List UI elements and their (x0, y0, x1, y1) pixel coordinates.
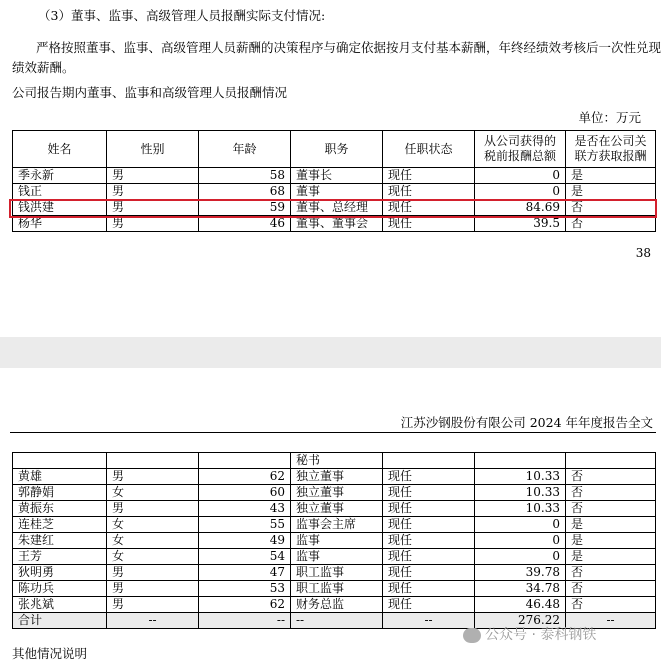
total-gender: -- (107, 613, 199, 629)
cell-age: 59 (199, 200, 291, 216)
header-name: 姓名 (13, 131, 107, 168)
table-row (13, 501, 656, 517)
cell-position: 董事、总经理 (291, 200, 383, 216)
cell-age: 54 (199, 549, 291, 565)
cell-name: 杨华 (13, 216, 107, 232)
cell-pay: 84.69 (475, 200, 566, 216)
cell-related: 否 (566, 597, 656, 613)
cell-age: 53 (199, 581, 291, 597)
cell-gender: 男 (107, 581, 199, 597)
cell-status: 现任 (383, 517, 475, 533)
cell-gender: 男 (107, 501, 199, 517)
cell-age: 43 (199, 501, 291, 517)
report-header: 江苏沙钢股份有限公司 2024 年年度报告全文 (400, 415, 653, 430)
cell-name: 季永新 (13, 168, 107, 184)
cell-status: 现任 (383, 581, 475, 597)
cell-name: 狄明勇 (13, 565, 107, 581)
cell-pay: 10.33 (475, 485, 566, 501)
cell-related: 否 (566, 565, 656, 581)
cell-position: 职工监事 (291, 581, 383, 597)
cell-position: 独立董事 (291, 501, 383, 517)
remuneration-table-page2 (12, 452, 656, 629)
highlight-box (9, 199, 657, 218)
cell-position: 秘书 (291, 453, 383, 469)
total-pay: 276.22 (475, 613, 566, 629)
page-number: 38 (635, 246, 651, 260)
cell-name: 连桂芝 (13, 517, 107, 533)
cell-position: 职工监事 (291, 565, 383, 581)
cell-age: 55 (199, 517, 291, 533)
cell-status: 现任 (383, 565, 475, 581)
table-row (13, 581, 656, 597)
cell-name: 钱洪建 (13, 200, 107, 216)
cell-gender: 女 (107, 517, 199, 533)
cell-related: 是 (566, 168, 656, 184)
cell-name: 朱建红 (13, 533, 107, 549)
table2-body (13, 469, 656, 613)
cell-name: 钱正 (13, 184, 107, 200)
cell-gender: 女 (107, 533, 199, 549)
table-header-row (13, 131, 656, 168)
cell-gender: 男 (107, 168, 199, 184)
unit-label: 单位：万元 (578, 110, 641, 125)
cell-position: 董事、董事会 (291, 216, 383, 232)
header-age: 年龄 (199, 131, 291, 168)
cell-related: 否 (566, 469, 656, 485)
cell-status: 现任 (383, 501, 475, 517)
total-related: -- (566, 613, 656, 629)
cell-name: 陈功兵 (13, 581, 107, 597)
cell-pay: 39.78 (475, 565, 566, 581)
cell-age: 62 (199, 597, 291, 613)
header-gender: 性别 (107, 131, 199, 168)
cell-gender: 男 (107, 565, 199, 581)
cell-related: 否 (566, 501, 656, 517)
cell-age: 68 (199, 184, 291, 200)
cell-related: 否 (566, 581, 656, 597)
cell-pay: 10.33 (475, 469, 566, 485)
cell-pay: 0 (475, 549, 566, 565)
cell-pay: 46.48 (475, 597, 566, 613)
total-status: -- (383, 613, 475, 629)
paragraph-line-1: 严格按照董事、监事、高级管理人员薪酬的决策程序与确定依据按月支付基本薪酬，年终经绩效考核后一次性兑现 (36, 40, 661, 55)
table-row (13, 485, 656, 501)
cell-pay: 39.5 (475, 216, 566, 232)
cell-related: 是 (566, 549, 656, 565)
cell-age: 62 (199, 469, 291, 485)
cell-name: 张兆斌 (13, 597, 107, 613)
cell-status: 现任 (383, 597, 475, 613)
cell-name: 王芳 (13, 549, 107, 565)
header-rule (10, 432, 656, 433)
cell-status: 现任 (383, 200, 475, 216)
table-row (13, 469, 656, 485)
cell-age: 46 (199, 216, 291, 232)
cell-related: 否 (566, 216, 656, 232)
table-row-continued (13, 453, 656, 469)
cell-status: 现任 (383, 485, 475, 501)
cell-position: 董事 (291, 184, 383, 200)
other-info-heading: 其他情况说明 (12, 646, 88, 661)
total-label: 合计 (13, 613, 107, 629)
table-row (13, 533, 656, 549)
cell-gender: 男 (107, 200, 199, 216)
cell-related: 否 (566, 485, 656, 501)
cell-position: 独立董事 (291, 469, 383, 485)
cell-pay: 0 (475, 517, 566, 533)
cell-age: 47 (199, 565, 291, 581)
cell-related: 是 (566, 533, 656, 549)
cell-gender: 男 (107, 597, 199, 613)
cell-gender: 男 (107, 216, 199, 232)
cell-name: 黄振东 (13, 501, 107, 517)
cell-pay: 10.33 (475, 501, 566, 517)
paragraph-line-2: 绩效薪酬。 (12, 60, 75, 75)
cell-gender: 男 (107, 469, 199, 485)
cell-status: 现任 (383, 168, 475, 184)
total-position: -- (291, 613, 383, 629)
header-pay: 从公司获得的税前报酬总额 (475, 131, 566, 168)
cell-position: 独立董事 (291, 485, 383, 501)
cell-pay: 0 (475, 533, 566, 549)
cell-pay: 0 (475, 168, 566, 184)
cell-name: 郭静娟 (13, 485, 107, 501)
table-caption: 公司报告期内董事、监事和高级管理人员报酬情况 (12, 85, 288, 100)
cell-name: 黄雄 (13, 469, 107, 485)
table-row (13, 597, 656, 613)
cell-status: 现任 (383, 549, 475, 565)
cell-position: 监事 (291, 533, 383, 549)
cell-position: 监事 (291, 549, 383, 565)
header-position: 职务 (291, 131, 383, 168)
section-heading: （3）董事、监事、高级管理人员报酬实际支付情况: (38, 8, 326, 23)
cell-status: 现任 (383, 216, 475, 232)
cell-related: 是 (566, 184, 656, 200)
cell-pay: 34.78 (475, 581, 566, 597)
table-row (13, 184, 656, 200)
cell-age: 49 (199, 533, 291, 549)
cell-position: 财务总监 (291, 597, 383, 613)
table-row (13, 565, 656, 581)
cell-age: 58 (199, 168, 291, 184)
table-row (13, 517, 656, 533)
cell-status: 现任 (383, 184, 475, 200)
total-age: -- (199, 613, 291, 629)
page-break-gap (0, 337, 661, 368)
cell-position: 监事会主席 (291, 517, 383, 533)
cell-position: 董事长 (291, 168, 383, 184)
cell-related: 是 (566, 517, 656, 533)
cell-age: 60 (199, 485, 291, 501)
header-status: 任职状态 (383, 131, 475, 168)
cell-pay: 0 (475, 184, 566, 200)
cell-gender: 男 (107, 184, 199, 200)
cell-gender: 女 (107, 549, 199, 565)
table-row (13, 168, 656, 184)
cell-related: 否 (566, 200, 656, 216)
watermark-text: 公众号 · 泰科钢铁 (485, 627, 597, 643)
wechat-icon (463, 628, 481, 643)
header-related-pay: 是否在公司关联方获取报酬 (566, 131, 656, 168)
cell-status: 现任 (383, 533, 475, 549)
cell-gender: 女 (107, 485, 199, 501)
watermark (463, 624, 596, 644)
table-row (13, 549, 656, 565)
cell-status: 现任 (383, 469, 475, 485)
